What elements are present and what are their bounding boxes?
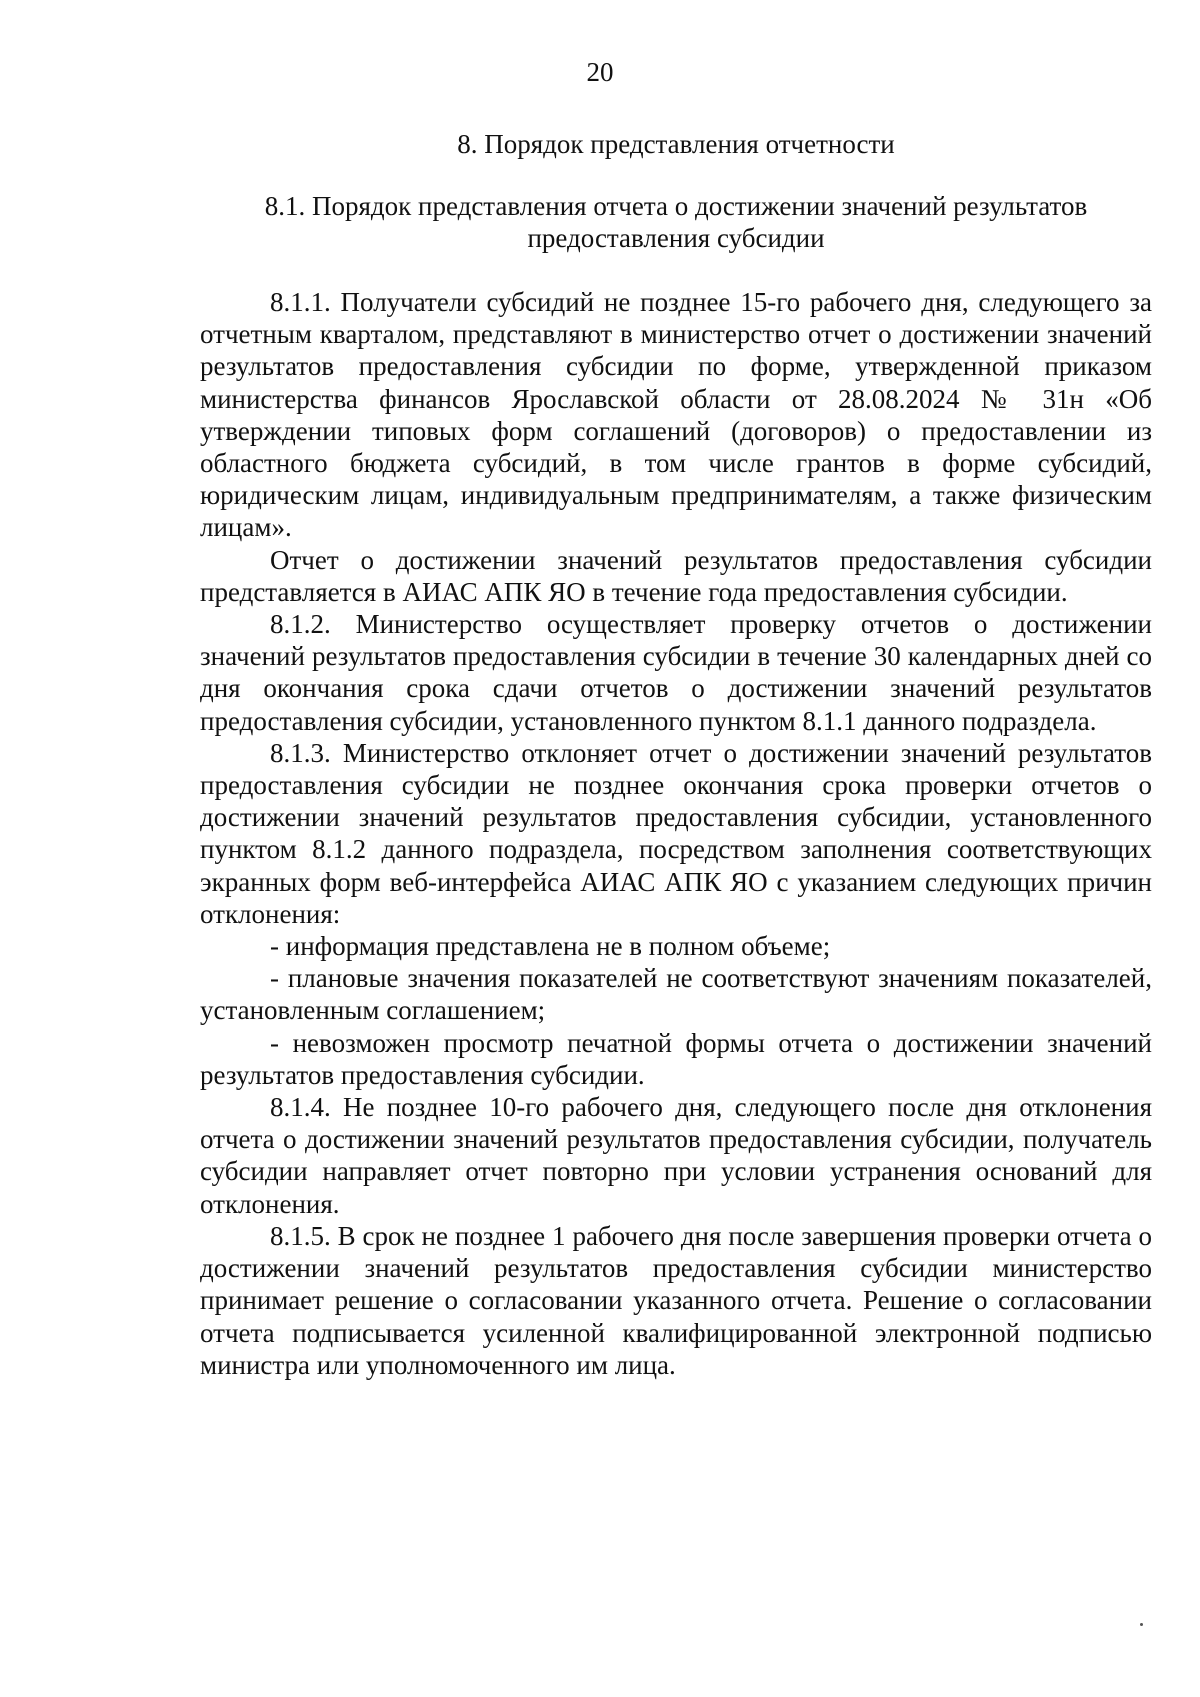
list-item-rejection-reason: - невозможен просмотр печатной формы отчета о достижении значений результатов предоставления субсидии.	[200, 1027, 1152, 1090]
paragraph-8-1-1: 8.1.1. Получатели субсидий не позднее 15-го рабочего дня, следующего за отчетным кварталом, представляют в министерство отчет о достижении значений результатов предоставления субсидии по форме, утвержденной приказом министерства финансов Ярославской области от 28.08.2024 № 31н «Об утверждении типовых форм соглашений (договоров) о предоставлении из областного бюджета субсидий, в том числе грантов в форме субсидий, юридическим лицам, индивидуальным предпринимателям, а также физическим лицам».	[200, 287, 1152, 543]
paragraph-8-1-5: 8.1.5. В срок не позднее 1 рабочего дня после завершения проверки отчета о достижении значений результатов предоставления субсидии министерство принимает решение о согласовании указанного отчета. Решение о согласовании отчета подписывается усиленной квалифицированной электронной подписью министра или уполномоченного им лица.	[200, 1220, 1152, 1380]
paragraph-8-1-2: 8.1.2. Министерство осуществляет проверку отчетов о достижении значений результатов предоставления субсидии в течение 30 календарных дней со дня окончания срока сдачи отчетов о достижении значений результатов предоставления субсидии, установленного пунктом 8.1.1 данного подраздела.	[200, 609, 1152, 736]
body-text	[200, 286, 1152, 1381]
paragraph-8-1-4: 8.1.4. Не позднее 10-го рабочего дня, следующего после дня отклонения отчета о достижении значений результатов предоставления субсидии, получатель субсидии направляет отчет повторно при условии устранения оснований для отклонения.	[200, 1092, 1152, 1219]
page-number: 20	[586, 57, 614, 87]
scan-artifact	[1140, 1623, 1143, 1626]
subsection-title: 8.1. Порядок представления отчета о достижении значений результатов предоставления субсидии	[264, 191, 1088, 253]
paragraph-8-1-3: 8.1.3. Министерство отклоняет отчет о достижении значений результатов предоставления субсидии не позднее окончания срока проверки отчетов о достижении значений результатов предоставления субсидии, установленного пунктом 8.1.2 данного подраздела, посредством заполнения соответствующих экранных форм веб-интерфейса АИАС АПК ЯО с указанием следующих причин отклонения:	[200, 737, 1152, 929]
paragraph-report-submission: Отчет о достижении значений результатов предоставления субсидии представляется в АИАС АПК ЯО в течение года предоставления субсидии.	[200, 544, 1152, 607]
list-item-rejection-reason: - плановые значения показателей не соответствуют значениям показателей, установленным соглашением;	[200, 963, 1152, 1026]
section-title: 8. Порядок представления отчетности	[457, 129, 895, 159]
list-item-rejection-reason: - информация представлена не в полном объеме;	[270, 931, 831, 962]
